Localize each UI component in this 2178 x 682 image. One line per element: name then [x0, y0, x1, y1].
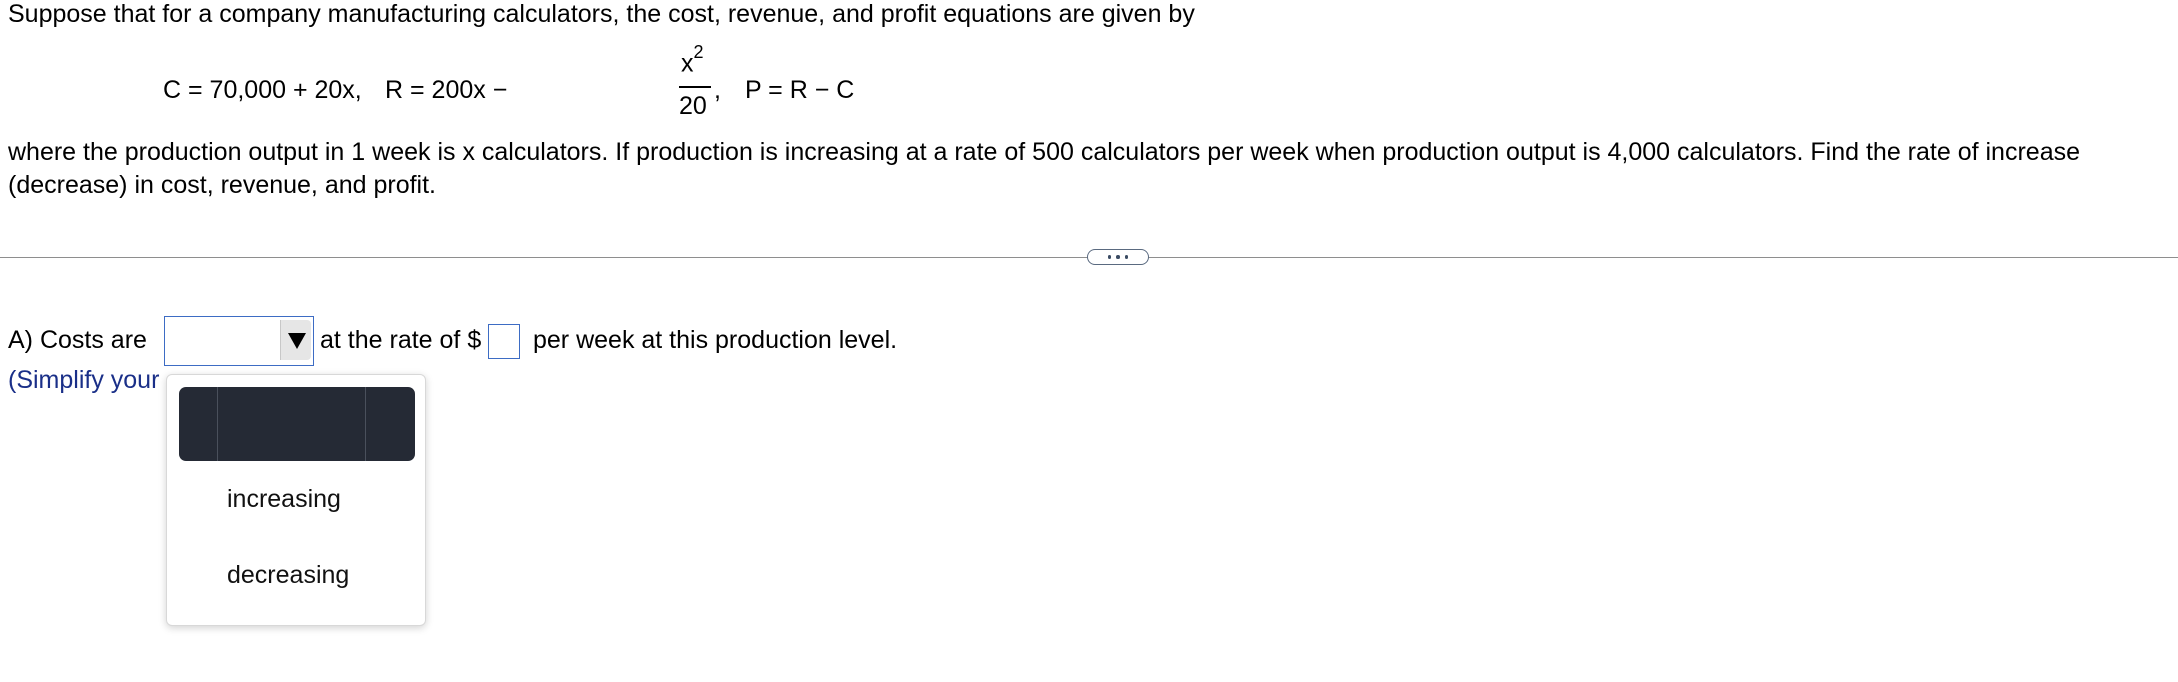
profit-equation: P = R − C — [745, 76, 855, 104]
more-dot-icon — [1116, 255, 1120, 259]
dropdown-arrow-icon[interactable] — [280, 320, 311, 360]
revenue-fraction-denominator: 20 — [679, 92, 707, 120]
answer-middle: at the rate of $ — [320, 326, 482, 354]
revenue-fraction-numerator: $x^2$ — [681, 42, 704, 78]
cost-equation: C = 70,000 + 20x, — [163, 76, 362, 104]
fraction-bar — [679, 86, 711, 88]
revenue-equation-suffix: , — [714, 76, 721, 104]
cost-rate-input[interactable] — [488, 324, 520, 359]
equations — [163, 42, 863, 126]
dropdown-header — [179, 387, 415, 461]
option-increasing[interactable]: increasing — [227, 485, 341, 513]
answer-prefix: A) Costs are — [8, 326, 147, 354]
header-divider — [217, 387, 218, 461]
revenue-equation-prefix: R = 200x − — [385, 76, 508, 104]
expand-more-button[interactable] — [1087, 249, 1149, 265]
more-dot-icon — [1125, 255, 1129, 259]
cost-direction-select[interactable] — [164, 316, 314, 366]
direction-dropdown-menu — [166, 374, 426, 626]
problem-intro: Suppose that for a company manufacturing calculators, the cost, revenue, and profit equations are given by — [8, 0, 1195, 28]
more-dot-icon — [1108, 255, 1112, 259]
simplify-hint: (Simplify your — [8, 366, 160, 394]
option-decreasing[interactable]: decreasing — [227, 561, 350, 589]
answer-row — [8, 322, 1208, 366]
header-divider — [365, 387, 366, 461]
revenue-exponent: 2 — [693, 42, 704, 62]
problem-description: where the production output in 1 week is x calculators. If production is increasing at a rate of 500 calculators per week when production output is 4,000 calculators. Find the rate of increase (decrease) in cost, revenue, and profit. — [8, 138, 2080, 199]
answer-suffix: per week at this production level. — [533, 326, 898, 354]
